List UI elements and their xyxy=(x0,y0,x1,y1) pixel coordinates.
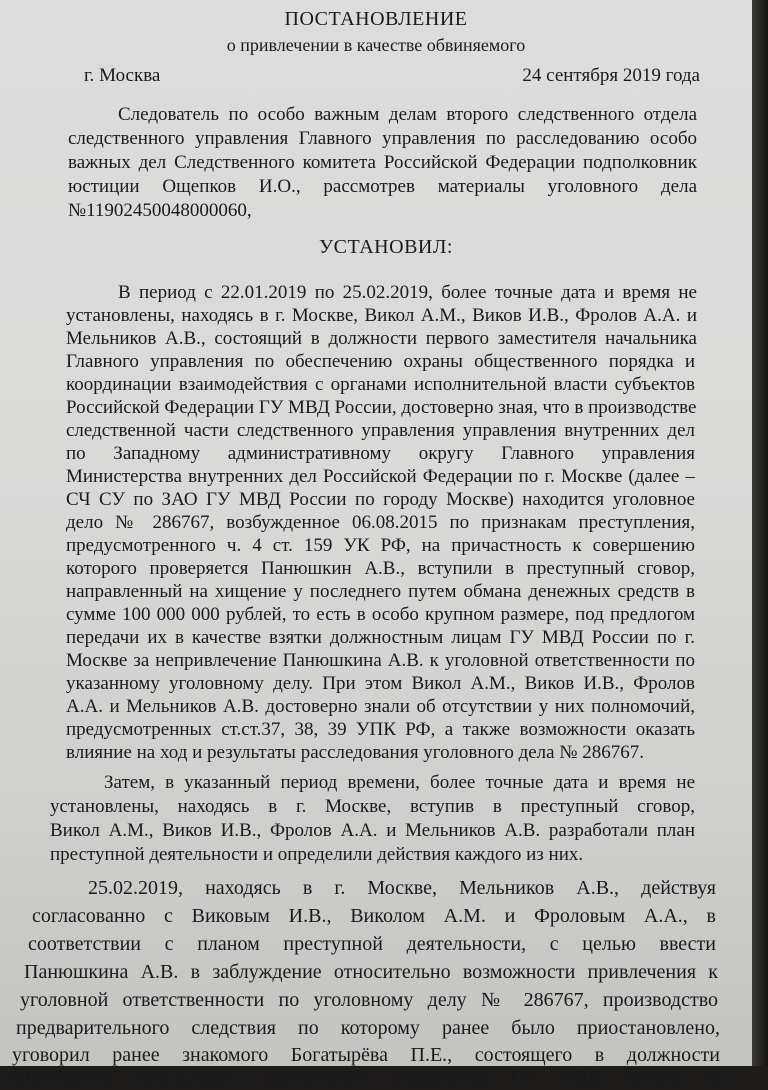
body-line: Мельников А.В., состоящий в должности первого заместителя начальника xyxy=(66,328,697,349)
body-line: сумме 100 000 000 рублей, то есть в особо крупном размере, под предлогом xyxy=(66,604,695,625)
page-edge-shadow xyxy=(752,0,768,1066)
intro-line: юстиции Ощепков И.О., рассмотрев материалы уголовного дела xyxy=(68,176,697,197)
body-line: предусмотренного ч. 4 ст. 159 УК РФ, на причастность к совершению xyxy=(66,535,695,556)
body-line: преступной деятельности и определили действия каждого из них. xyxy=(50,844,584,865)
intro-line: следственного управления Главного управления по расследованию особо xyxy=(68,128,697,149)
body-line: влияние на ход и результаты расследования уголовного дела № 286767. xyxy=(66,742,644,763)
document-subtitle: о привлечении в качестве обвиняемого xyxy=(226,35,526,55)
body-line: согласованно с Виковым И.В., Виколом А.М. и Фроловым А.А., в xyxy=(32,905,716,927)
body-line: уголовной ответственности по уголовному делу № 286767, производство xyxy=(20,989,718,1011)
body-line: которого проверяется Панюшкин А.В., вступили в преступный сговор, xyxy=(66,558,695,579)
body-line: Панюшкина А.В. в заблуждение относительно возможности привлечения к xyxy=(24,961,718,983)
document-date: 24 сентября 2019 года xyxy=(522,65,700,86)
document-title: ПОСТАНОВЛЕНИЕ xyxy=(284,8,468,30)
body-line: Затем, в указанный период времени, более точные дата и время не xyxy=(104,772,695,793)
body-line: направленный на хищение у последнего путем обмана денежных средств в xyxy=(66,581,695,602)
body-line: заместителя начальника следственного управления ГУ МВД России по xyxy=(8,1067,722,1089)
body-line: СЧ СУ по ЗАО ГУ МВД России по городу Москве) находится уголовное xyxy=(66,489,695,510)
body-line: указанному уголовному делу. При этом Викол А.М., Виков И.В., Фролов xyxy=(66,673,695,694)
body-line: координации взаимодействия с органами исполнительной власти субъектов xyxy=(66,374,695,395)
body-line: Москве за непривлечение Панюшкина А.В. к уголовной ответственности по xyxy=(66,650,695,671)
body-line: установлены, находясь в г. Москве, Викол А.М., Виков И.В., Фролов А.А. и xyxy=(66,305,697,326)
body-line: Российской Федерации ГУ МВД России, достоверно зная, что в производстве xyxy=(66,397,697,418)
body-line: установлены, находясь в г. Москве, вступив в преступный сговор, xyxy=(50,796,695,817)
intro-line: Следователь по особо важным делам второго следственного отдела xyxy=(118,104,697,125)
intro-line: №11902450048000060, xyxy=(68,200,252,221)
body-line: соответствии с планом преступной деятельности, с целью ввести xyxy=(28,933,716,955)
body-line: дело № 286767, возбужденное 06.08.2015 по признакам преступления, xyxy=(66,512,695,533)
body-line: В период с 22.01.2019 по 25.02.2019, более точные дата и время не xyxy=(118,282,697,303)
intro-line: важных дел Следственного комитета Российской Федерации подполковник xyxy=(68,152,697,173)
place-date-row xyxy=(84,65,700,87)
body-line: предварительного следствия по которому ранее было приостановлено, xyxy=(16,1017,720,1039)
section-heading: УСТАНОВИЛ: xyxy=(319,236,453,258)
body-line: Викол А.М., Виков И.В., Фролов А.А. и Мельников А.В. разработали план xyxy=(50,820,695,841)
body-line: предусмотренных ст.ст.37, 38, 39 УПК РФ, а также возможности оказать xyxy=(66,719,695,740)
body-line: 25.02.2019, находясь в г. Москве, Мельников А.В., действуя xyxy=(88,877,716,899)
body-line: Главного управления по обеспечению охраны общественного порядка и xyxy=(66,351,695,372)
body-line: по Западному административному округу Главного управления xyxy=(66,443,695,464)
body-line: Министерства внутренних дел Российской Федерации по г. Москве (далее – xyxy=(66,466,695,487)
body-line: А.А. и Мельников А.В. достоверно знали об отсутствии у них полномочий, xyxy=(66,696,695,717)
body-line: уговорил ранее знакомого Богатырёва П.Е., состоящего в должности xyxy=(12,1044,720,1066)
body-line: следственной части следственного управления управления внутренних дел xyxy=(66,420,695,441)
body-line: передачи их в качестве взятки должностным лицам ГУ МВД России по г. xyxy=(66,627,695,648)
city: г. Москва xyxy=(84,65,161,86)
